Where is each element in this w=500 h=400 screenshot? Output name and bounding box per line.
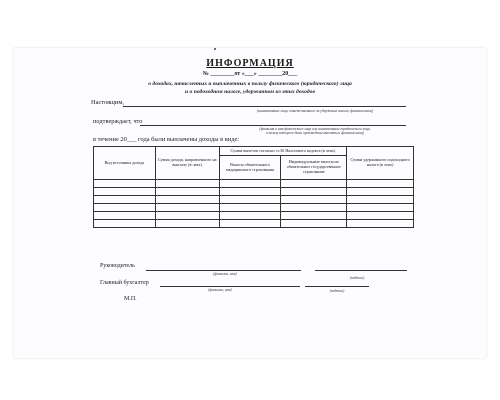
table-row bbox=[94, 204, 414, 212]
table-cell[interactable] bbox=[281, 180, 347, 188]
sign-accountant-signature-hint: (подпись) bbox=[329, 289, 345, 293]
table-cell[interactable] bbox=[347, 204, 414, 212]
header-medical: Взносы обязательного медицинского страхования bbox=[219, 156, 281, 180]
sign-head-signature-hint: (подпись) bbox=[349, 276, 365, 280]
header-tax-withheld: Сумма удержанного подоходного налога (в леях) bbox=[347, 147, 414, 180]
table-cell[interactable] bbox=[94, 220, 156, 228]
table-cell[interactable] bbox=[155, 220, 219, 228]
table-cell[interactable] bbox=[347, 196, 414, 204]
table-cell[interactable] bbox=[219, 188, 281, 196]
table-cell[interactable] bbox=[219, 204, 281, 212]
header-income-kind: Вид источника дохода bbox=[94, 147, 156, 180]
table-cell[interactable] bbox=[219, 196, 281, 204]
table-cell[interactable] bbox=[347, 212, 414, 220]
table-cell[interactable] bbox=[219, 220, 281, 228]
header-social: Индивидуальные взносы на обязательное государственное страхование bbox=[281, 156, 347, 180]
label-present: Настоящим, bbox=[91, 99, 124, 106]
document-title: ИНФОРМАЦИЯ bbox=[206, 58, 294, 69]
table-cell[interactable] bbox=[281, 196, 347, 204]
sign-head-label: Руководитель bbox=[100, 263, 135, 269]
table-cell[interactable] bbox=[281, 188, 347, 196]
hint-recipient-1: (фамилия и имя физического лица или наименование юридического лица, bbox=[259, 127, 371, 131]
table-row bbox=[94, 188, 414, 196]
table-row bbox=[94, 220, 414, 228]
table-cell[interactable] bbox=[347, 220, 414, 228]
label-confirms: подтверждает, что bbox=[93, 118, 143, 125]
subtitle-line-1: о доходах, начисленных и выплаченных в пользу физического (юридического) лица bbox=[148, 81, 352, 87]
table-cell[interactable] bbox=[94, 180, 156, 188]
table-cell[interactable] bbox=[347, 180, 414, 188]
table-cell[interactable] bbox=[347, 188, 414, 196]
sign-head-name-line bbox=[146, 270, 301, 271]
sign-accountant-name-hint: (фамилия, имя) bbox=[208, 288, 232, 292]
table-cell[interactable] bbox=[94, 212, 156, 220]
table-cell[interactable] bbox=[281, 204, 347, 212]
period-line: в течение 20___ года были выплачены доходы в виде: bbox=[93, 136, 240, 143]
table-cell[interactable] bbox=[94, 196, 156, 204]
present-fill-line bbox=[123, 106, 406, 107]
table-row bbox=[94, 180, 414, 188]
hint-responsible: (наименование лица, ответственного за удержание налога, фамилия иниц) bbox=[257, 109, 373, 113]
table-cell[interactable] bbox=[155, 180, 219, 188]
table-row bbox=[94, 212, 414, 220]
table-cell[interactable] bbox=[94, 188, 156, 196]
sign-accountant-label: Главный бухгалтер bbox=[100, 280, 149, 286]
hint-recipient-2: в пользу которого были произведены выплаты и фамилия иниц) bbox=[266, 131, 364, 135]
sign-accountant-signature-line bbox=[305, 286, 369, 287]
confirms-fill-line bbox=[140, 125, 406, 126]
table-cell[interactable] bbox=[94, 204, 156, 212]
table-cell[interactable] bbox=[155, 188, 219, 196]
sign-head-signature-line bbox=[315, 270, 407, 271]
table-cell[interactable] bbox=[155, 196, 219, 204]
sign-accountant-name-line bbox=[160, 286, 300, 287]
header-deductions: Сумма вычетов согласно ст.36 Налогового кодекса (в леях) bbox=[219, 147, 347, 156]
header-income-sum: Сумма дохода, направленного на выплату (в леях) bbox=[155, 147, 219, 180]
table-cell[interactable] bbox=[219, 212, 281, 220]
table-cell[interactable] bbox=[281, 220, 347, 228]
table-cell[interactable] bbox=[155, 212, 219, 220]
table-row bbox=[94, 196, 414, 204]
table-cell[interactable] bbox=[281, 212, 347, 220]
document-number-line: № ________от «___» ________20___ bbox=[202, 71, 298, 77]
stamp-place: М.П. bbox=[124, 296, 137, 302]
sign-head-name-hint: (фамилия, имя) bbox=[213, 272, 237, 276]
table-cell[interactable] bbox=[155, 204, 219, 212]
subtitle-line-2: и о подоходном налоге, удержанном из этих доходов bbox=[185, 89, 315, 95]
income-table bbox=[93, 146, 414, 228]
table-cell[interactable] bbox=[219, 180, 281, 188]
punch-dot bbox=[214, 48, 216, 50]
